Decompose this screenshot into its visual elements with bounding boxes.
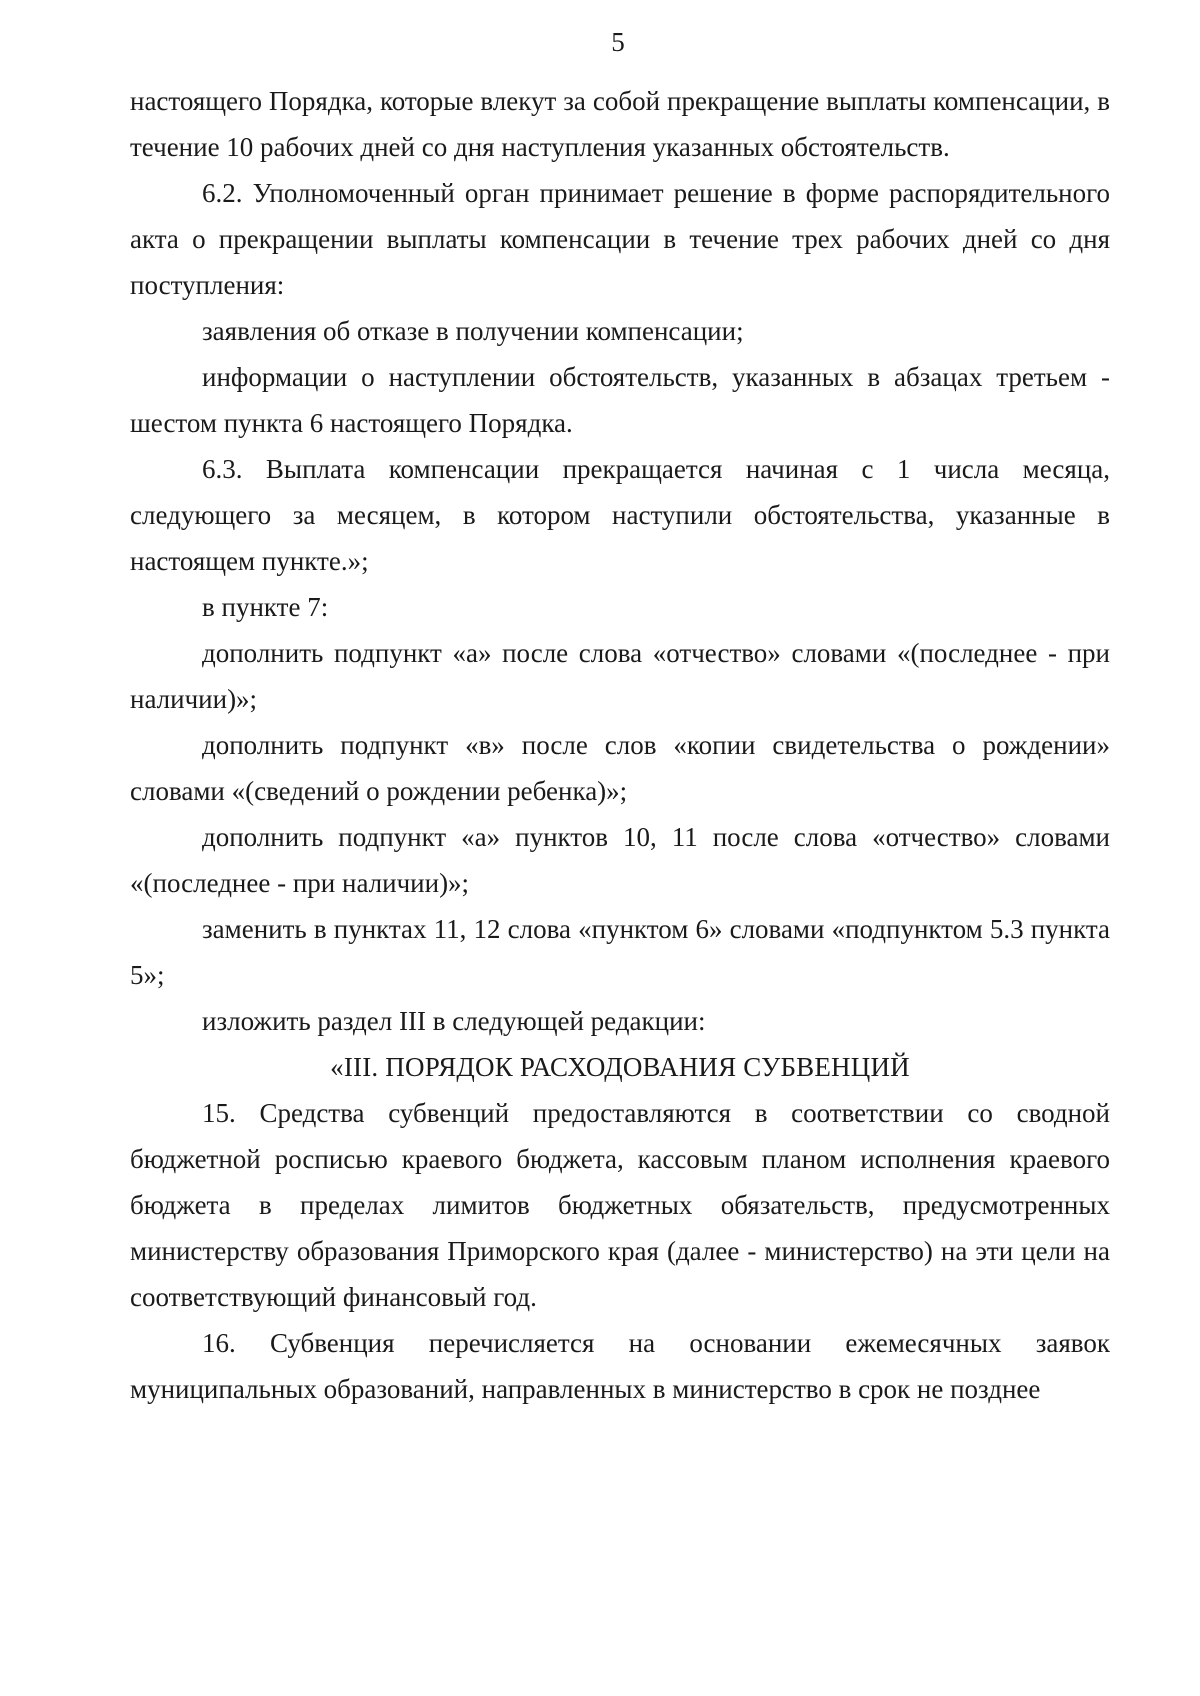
paragraph-circumstances-info: информации о наступлении обстоятельств, указанных в абзацах третьем - шестом пункта 6 настоящего Порядка.: [130, 362, 1110, 438]
document-body: [130, 78, 1110, 1412]
paragraph-15: 15. Средства субвенций предоставляются в соответствии со сводной бюджетной росписью краевого бюджета, кассовым планом исполнения краевого бюджета в пределах лимитов бюджетных обязательств, предусмотренных министерству образования Приморского края (далее - министерство) на эти цели на соответствующий финансовый год.: [130, 1098, 1110, 1312]
paragraph-6-2: 6.2. Уполномоченный орган принимает решение в форме распорядительного акта о прекращении выплаты компенсации в течение трех рабочих дней со дня поступления:: [130, 178, 1110, 300]
paragraph-section-iii-intro: изложить раздел III в следующей редакции:: [202, 1006, 706, 1036]
section-heading: «III. ПОРЯДОК РАСХОДОВАНИЯ СУБВЕНЦИЙ: [330, 1052, 910, 1082]
paragraph-amend-subitem-a: дополнить подпункт «а» после слова «отчество» словами «(последнее - при наличии)»;: [130, 638, 1110, 714]
paragraph-16: 16. Субвенция перечисляется на основании ежемесячных заявок муниципальных образований, направленных в министерство в срок не позднее: [130, 1328, 1110, 1404]
paragraph-refusal-statement: заявления об отказе в получении компенсации;: [202, 316, 744, 346]
paragraph-6-3: 6.3. Выплата компенсации прекращается начиная с 1 числа месяца, следующего за месяцем, в котором наступили обстоятельства, указанные в настоящем пункте.»;: [130, 454, 1110, 576]
paragraph-replace-items-11-12: заменить в пунктах 11, 12 слова «пунктом 6» словами «подпунктом 5.3 пункта 5»;: [130, 914, 1110, 990]
paragraph-continuation: настоящего Порядка, которые влекут за собой прекращение выплаты компенсации, в течение 10 рабочих дней со дня наступления указанных обстоятельств.: [130, 86, 1110, 162]
paragraph-amend-items-10-11: дополнить подпункт «а» пунктов 10, 11 после слова «отчество» словами «(последнее - при наличии)»;: [130, 822, 1110, 898]
paragraph-amend-subitem-v: дополнить подпункт «в» после слов «копии свидетельства о рождении» словами «(сведений о рождении ребенка)»;: [130, 730, 1110, 806]
paragraph-item-7: в пункте 7:: [202, 592, 329, 622]
page-number: 5: [611, 27, 625, 57]
